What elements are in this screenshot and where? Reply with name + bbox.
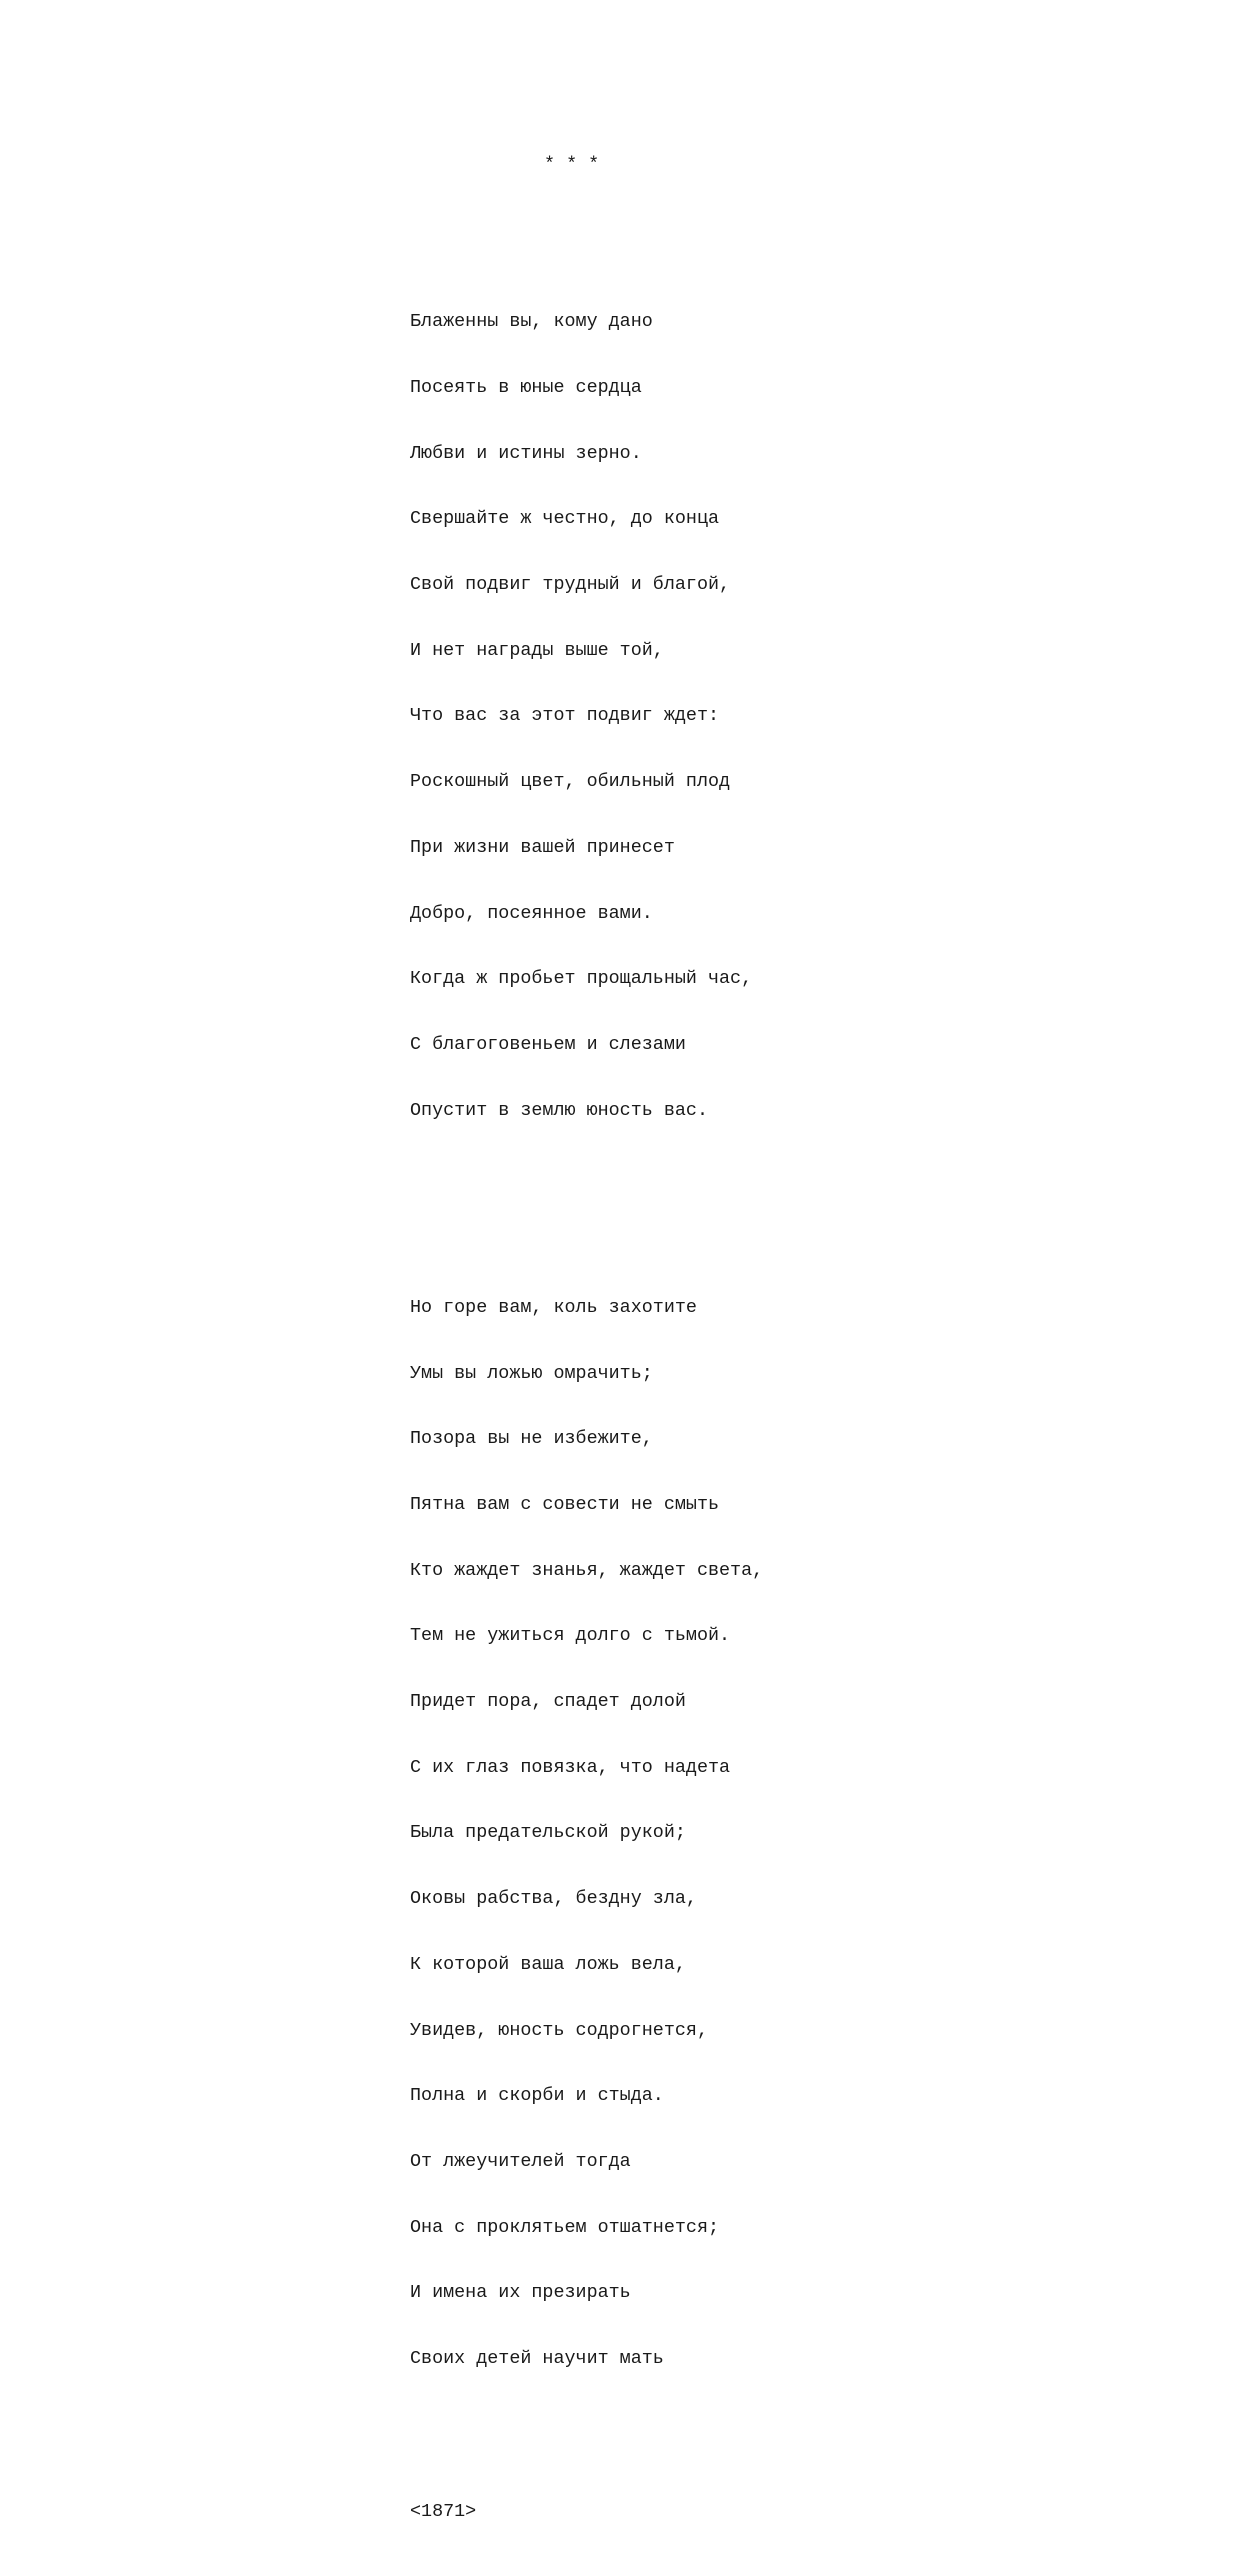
poem-line: Увидев, юность содрогнется, (410, 2019, 708, 2041)
poem-line: Она с проклятьем отшатнется; (410, 2216, 720, 2238)
poem-line: И имена их презирать (410, 2282, 631, 2304)
stanza-1 (410, 267, 763, 1165)
poem-line: Блаженны вы, кому дано (410, 311, 653, 333)
poem-line: Тем не ужиться долго с тьмой. (410, 1625, 731, 1647)
poem (410, 110, 763, 2567)
poem-date: <1871> (410, 2501, 477, 2523)
poem-line: И нет награды выше той, (410, 639, 664, 661)
poem-line: Кто жаждет знанья, жаждет света, (410, 1559, 764, 1581)
poem-line: Когда ж пробьет прощальный час, (410, 968, 753, 990)
poem-line: Роскошный цвет, обильный плод (410, 771, 731, 793)
poem-line: Умы вы ложью омрачить; (410, 1362, 653, 1384)
poem-line: Придет пора, спадет долой (410, 1691, 686, 1713)
poem-line: К которой ваша ложь вела, (410, 1953, 686, 1975)
poem-line: Любви и истины зерно. (410, 442, 642, 464)
poem-line: При жизни вашей принесет (410, 836, 675, 858)
poem-line: Оковы рабства, бездну зла, (410, 1888, 697, 1910)
poem-line: Добро, посеянное вами. (410, 902, 653, 924)
stanza-2 (410, 1253, 763, 2414)
poem-line: Была предательской рукой; (410, 1822, 686, 1844)
poem-line: Полна и скорби и стыда. (410, 2085, 664, 2107)
poem-line: С их глаз повязка, что надета (410, 1756, 731, 1778)
poem-heading: * * * (544, 153, 600, 175)
poem-line: Опустит в землю юность вас. (410, 1099, 708, 1121)
poem-line: Но горе вам, коль захотите (410, 1296, 697, 1318)
poem-line: Позора вы не избежите, (410, 1428, 653, 1450)
poem-line: Свой подвиг трудный и благой, (410, 574, 731, 596)
poem-line: От лжеучителей тогда (410, 2150, 631, 2172)
poem-line: Своих детей научит мать (410, 2348, 664, 2370)
poem-line: Посеять в юные сердца (410, 376, 642, 398)
poem-line: Что вас за этот подвиг ждет: (410, 705, 720, 727)
poem-line: С благоговеньем и слезами (410, 1033, 686, 1055)
poem-line: Свершайте ж честно, до конца (410, 508, 720, 530)
poem-line: Пятна вам с совести не смыть (410, 1493, 720, 1515)
